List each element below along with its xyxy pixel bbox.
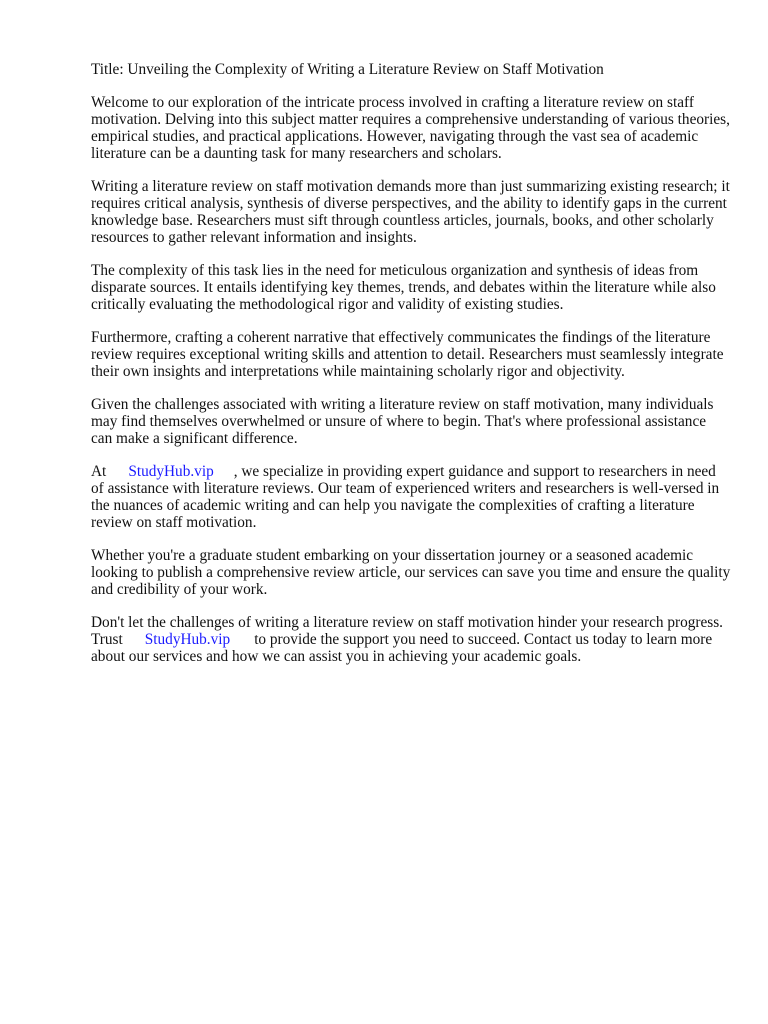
paragraph-demands: Writing a literature review on staff motivation demands more than just summarizing existing research; it requires critical analysis, synthesis of diverse perspectives, and the ability to identify gaps in the current knowledge base. Researchers must sift through countless articles, journals, books, and other scholarly resources to gather relevant information and insights.	[91, 178, 730, 246]
paragraph-cta	[91, 614, 731, 665]
paragraph-text: Don't let the challenges of writing a literature review on staff motivation hinder your research progress. Trust	[91, 614, 723, 648]
document-body	[91, 61, 731, 681]
paragraph-text: to provide the support you need to succeed. Contact us today to learn more about our services and how we can assist you in achieving your academic goals.	[91, 631, 713, 665]
paragraph-complexity: The complexity of this task lies in the need for meticulous organization and synthesis of ideas from disparate sources. It entails identifying key themes, trends, and debates within the literature while also critically evaluating the methodological rigor and validity of existing studies.	[91, 262, 716, 313]
studyhub-link[interactable]: StudyHub.vip	[128, 463, 214, 480]
studyhub-link[interactable]: StudyHub.vip	[144, 631, 231, 648]
paragraph-services: Whether you're a graduate student embarking on your dissertation journey or a seasoned academic looking to publish a comprehensive review article, our services can save you time and ensure the quality and credibility of your work.	[91, 547, 731, 598]
paragraph-text: At	[91, 463, 107, 480]
paragraph-text: , we specialize in providing expert guidance and support to researchers in need of assistance with literature reviews. Our team of experienced writers and researchers is well-versed in the nuances of academic writing and can help you navigate the complexities of crafting a literature review on staff motivation.	[91, 463, 720, 531]
paragraph-narrative: Furthermore, crafting a coherent narrative that effectively communicates the findings of the literature review requires exceptional writing skills and attention to detail. Researchers must seamlessly integrate their own insights and interpretations while maintaining scholarly rigor and objectivity.	[91, 329, 724, 380]
paragraph-challenges: Given the challenges associated with writing a literature review on staff motivation, many individuals may find themselves overwhelmed or unsure of where to begin. That's where professional assistance can make a significant difference.	[91, 396, 714, 447]
paragraph-intro: Welcome to our exploration of the intricate process involved in crafting a literature review on staff motivation. Delving into this subject matter requires a comprehensive understanding of various theories, empirical studies, and practical applications. However, navigating through the vast sea of academic literature can be a daunting task for many researchers and scholars.	[91, 94, 730, 162]
document-title: Title: Unveiling the Complexity of Writing a Literature Review on Staff Motivation	[91, 61, 604, 78]
paragraph-studyhub-intro	[91, 463, 731, 531]
